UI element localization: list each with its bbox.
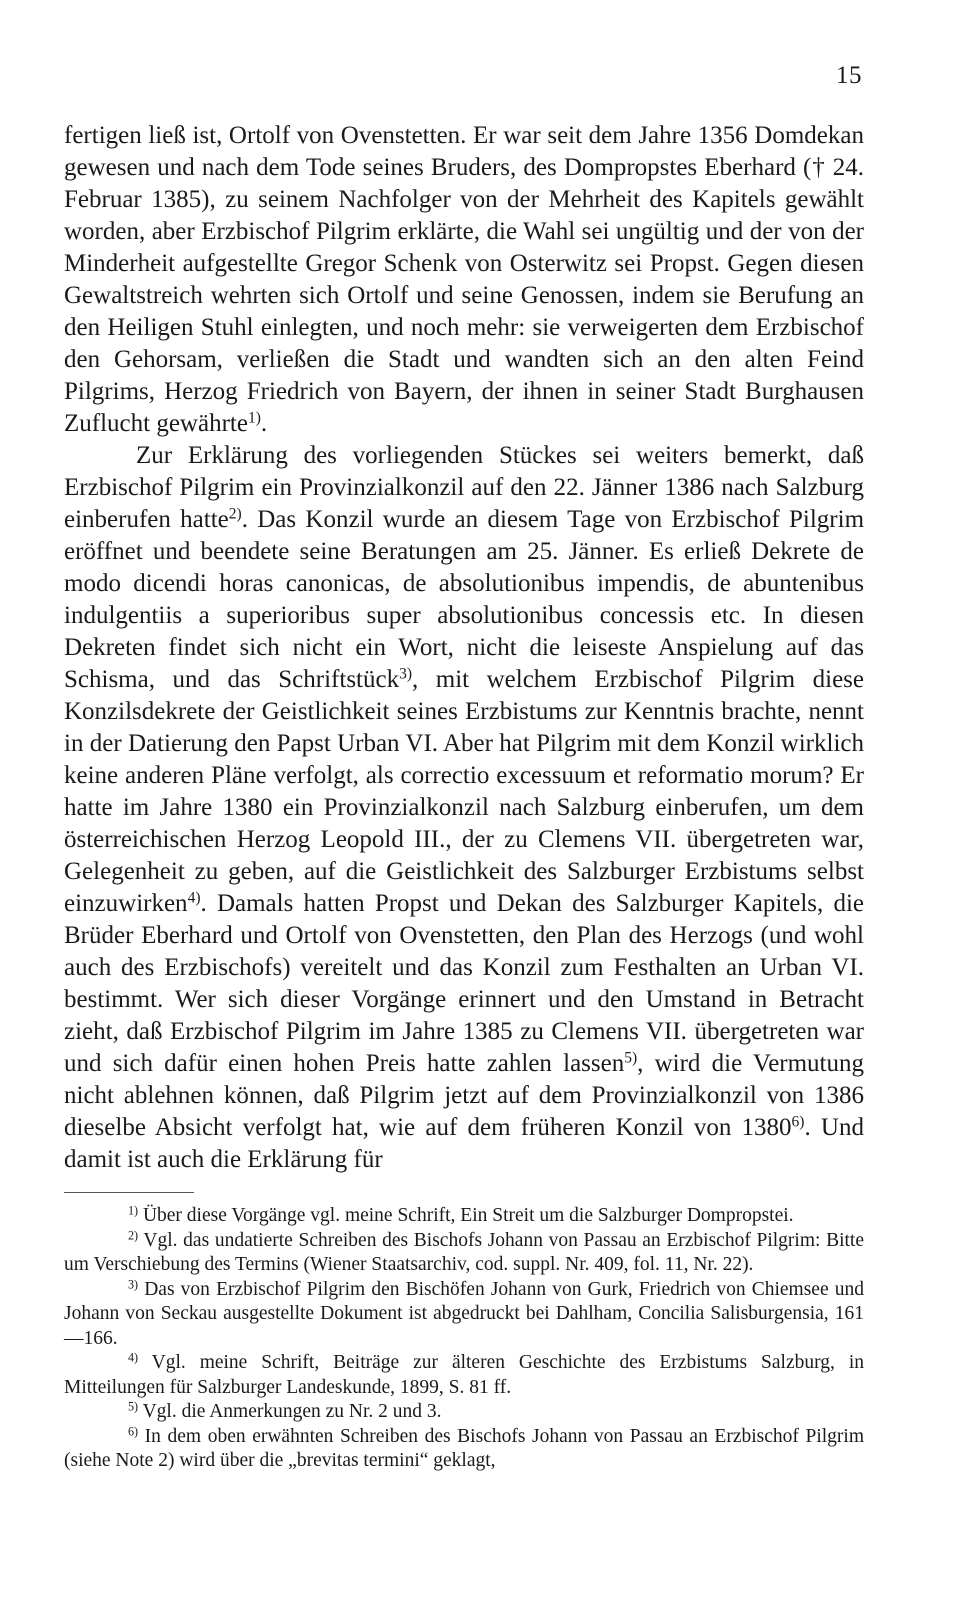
footnote-mark: 4): [128, 1350, 139, 1365]
footnote-text: In dem oben erwähnten Schreiben des Bischofs Johann von Passau an Erzbischof Pilgrim (siehe Note 2) wird über die „brevitas termini“ geklagt,: [64, 1425, 864, 1471]
paragraph-2-text-e: , wird die Vermutung nicht ablehnen können, daß Pilgrim jetzt auf dem Provinzialkonzil von 1386 dieselbe Absicht verfolgt hat, wie auf dem früheren Konzil von 1380: [64, 1050, 865, 1141]
footnote-ref-3: 3): [399, 665, 413, 683]
footnote-mark: 6): [128, 1423, 139, 1438]
paragraph-1-end: .: [260, 410, 268, 437]
footnote-mark: 1): [128, 1203, 139, 1218]
paragraph-1-text: fertigen ließ ist, Ortolf von Ovenstetten. Er war seit dem Jahre 1356 Domdekan gewesen und nach dem Tode seines Bruders, des Dompropstes Eberhard († 24. Februar 1385), zu seinem Nachfolger von der Mehrheit des Kapitels gewählt worden, aber Erzbischof Pilgrim erklärte, die Wahl sei ungültig und der von der Minderheit aufgestellte Gregor Schenk von Osterwitz sei Propst. Gegen diesen Gewaltstreich wehrten sich Ortolf und seine Genossen, indem sie Berufung an den Heiligen Stuhl einlegten, und noch mehr: sie verweigerten dem Erzbischof den Gehorsam, verließen die Stadt und wandten sich an den alten Feind Pilgrims, Herzog Friedrich von Bayern, der ihnen in seiner Stadt Burghausen Zuflucht gewährte: [64, 122, 864, 437]
footnote-text: Vgl. die Anmerkungen zu Nr. 2 und 3.: [142, 1401, 442, 1422]
footnote-mark: 5): [128, 1399, 139, 1414]
paragraph-2-text-f: . Und damit ist auch die Erklärung für: [64, 1114, 864, 1173]
footnote-ref-4: 4): [187, 889, 201, 907]
footnote: [64, 1229, 864, 1278]
paragraph-2-text-b: . Das Konzil wurde an diesem Tage von Erzbischof Pilgrim eröffnet und beendete seine Beratungen am 25. Jänner. Es erließ Dekrete de modo dicendi horas canonicas, de absolutionibus impendis, de abuntenibus indulgentiis a superioribus super absolutionibus concessis etc. In diesen Dekreten findet sich nicht ein Wort, nicht die leiseste Anspielung auf das Schisma, und das Schriftstück: [64, 506, 865, 693]
paragraph-1: [64, 120, 864, 440]
footnote-text: Vgl. das undatierte Schreiben des Bischofs Johann von Passau an Erzbischof Pilgrim: Bitte um Verschiebung des Termins (Wiener Staatsarchiv, cod. suppl. Nr. 409, fol. 11, Nr. 22).: [64, 1229, 864, 1275]
footnote-mark: 2): [128, 1227, 139, 1242]
footnote-text: Über diese Vorgänge vgl. meine Schrift, Ein Streit um die Salzburger Dompropstei.: [142, 1205, 794, 1226]
footnote-text: Vgl. meine Schrift, Beiträge zur älteren Geschichte des Erzbistums Salzburg, in Mitteilungen für Salzburger Landeskunde, 1899, S. 81 ff.: [64, 1352, 864, 1398]
footnotes: [64, 1204, 864, 1474]
paragraph-2-text-c: , mit welchem Erzbischof Pilgrim diese Konzilsdekrete der Geistlichkeit seines Erzbistums zur Kenntnis brachte, nennt in der Datierung den Papst Urban VI. Aber hat Pilgrim mit dem Konzil wirklich keine anderen Pläne verfolgt, als correctio excessuum et reformatio morum? Er hatte im Jahre 1380 ein Provinzialkonzil nach Salzburg einberufen, um dem österreichischen Herzog Leopold III., der zu Clemens VII. übergetreten war, Gelegenheit zu geben, auf die Geistlichkeit des Salzburger Erzbistums selbst einzuwirken: [64, 666, 864, 917]
footnote-ref-2: 2): [228, 505, 242, 523]
footnote-text: Das von Erzbischof Pilgrim den Bischöfen Johann von Gurk, Friedrich von Chiemsee und Johann von Seckau ausgestellte Dokument ist abgedruckt bei Dahlham, Concilia Salisburgensia, 161—166.: [64, 1278, 865, 1349]
main-text: [64, 120, 864, 1176]
paragraph-2: [64, 440, 864, 1176]
footnote: [64, 1204, 864, 1229]
footnote-ref-6: 6): [791, 1113, 805, 1131]
footnote: [64, 1400, 864, 1425]
footnote-divider: [64, 1192, 194, 1193]
footnote-mark: 3): [128, 1276, 139, 1291]
footnote-ref-1: 1): [247, 409, 261, 427]
footnote: [64, 1351, 864, 1400]
page-number: 15: [836, 62, 862, 89]
paragraph-2-text-d: . Damals hatten Propst und Dekan des Salzburger Kapitels, die Brüder Eberhard und Ortolf von Ovenstetten, den Plan des Herzogs (und wohl auch des Erzbischofs) vereitelt und das Konzil zum Festhalten an Urban VI. bestimmt. Wer sich dieser Vorgänge erinnert und den Umstand in Betracht zieht, daß Erzbischof Pilgrim im Jahre 1385 zu Clemens VII. übergetreten war und sich dafür einen hohen Preis hatte zahlen lassen: [64, 890, 864, 1077]
footnote-ref-5: 5): [624, 1049, 638, 1067]
paragraph-2-text-a: Zur Erklärung des vorliegenden Stückes sei weiters bemerkt, daß Erzbischof Pilgrim ein Provinzialkonzil auf den 22. Jänner 1386 nach Salzburg einberufen hatte: [64, 442, 864, 533]
footnote: [64, 1425, 864, 1474]
footnote: [64, 1278, 864, 1352]
